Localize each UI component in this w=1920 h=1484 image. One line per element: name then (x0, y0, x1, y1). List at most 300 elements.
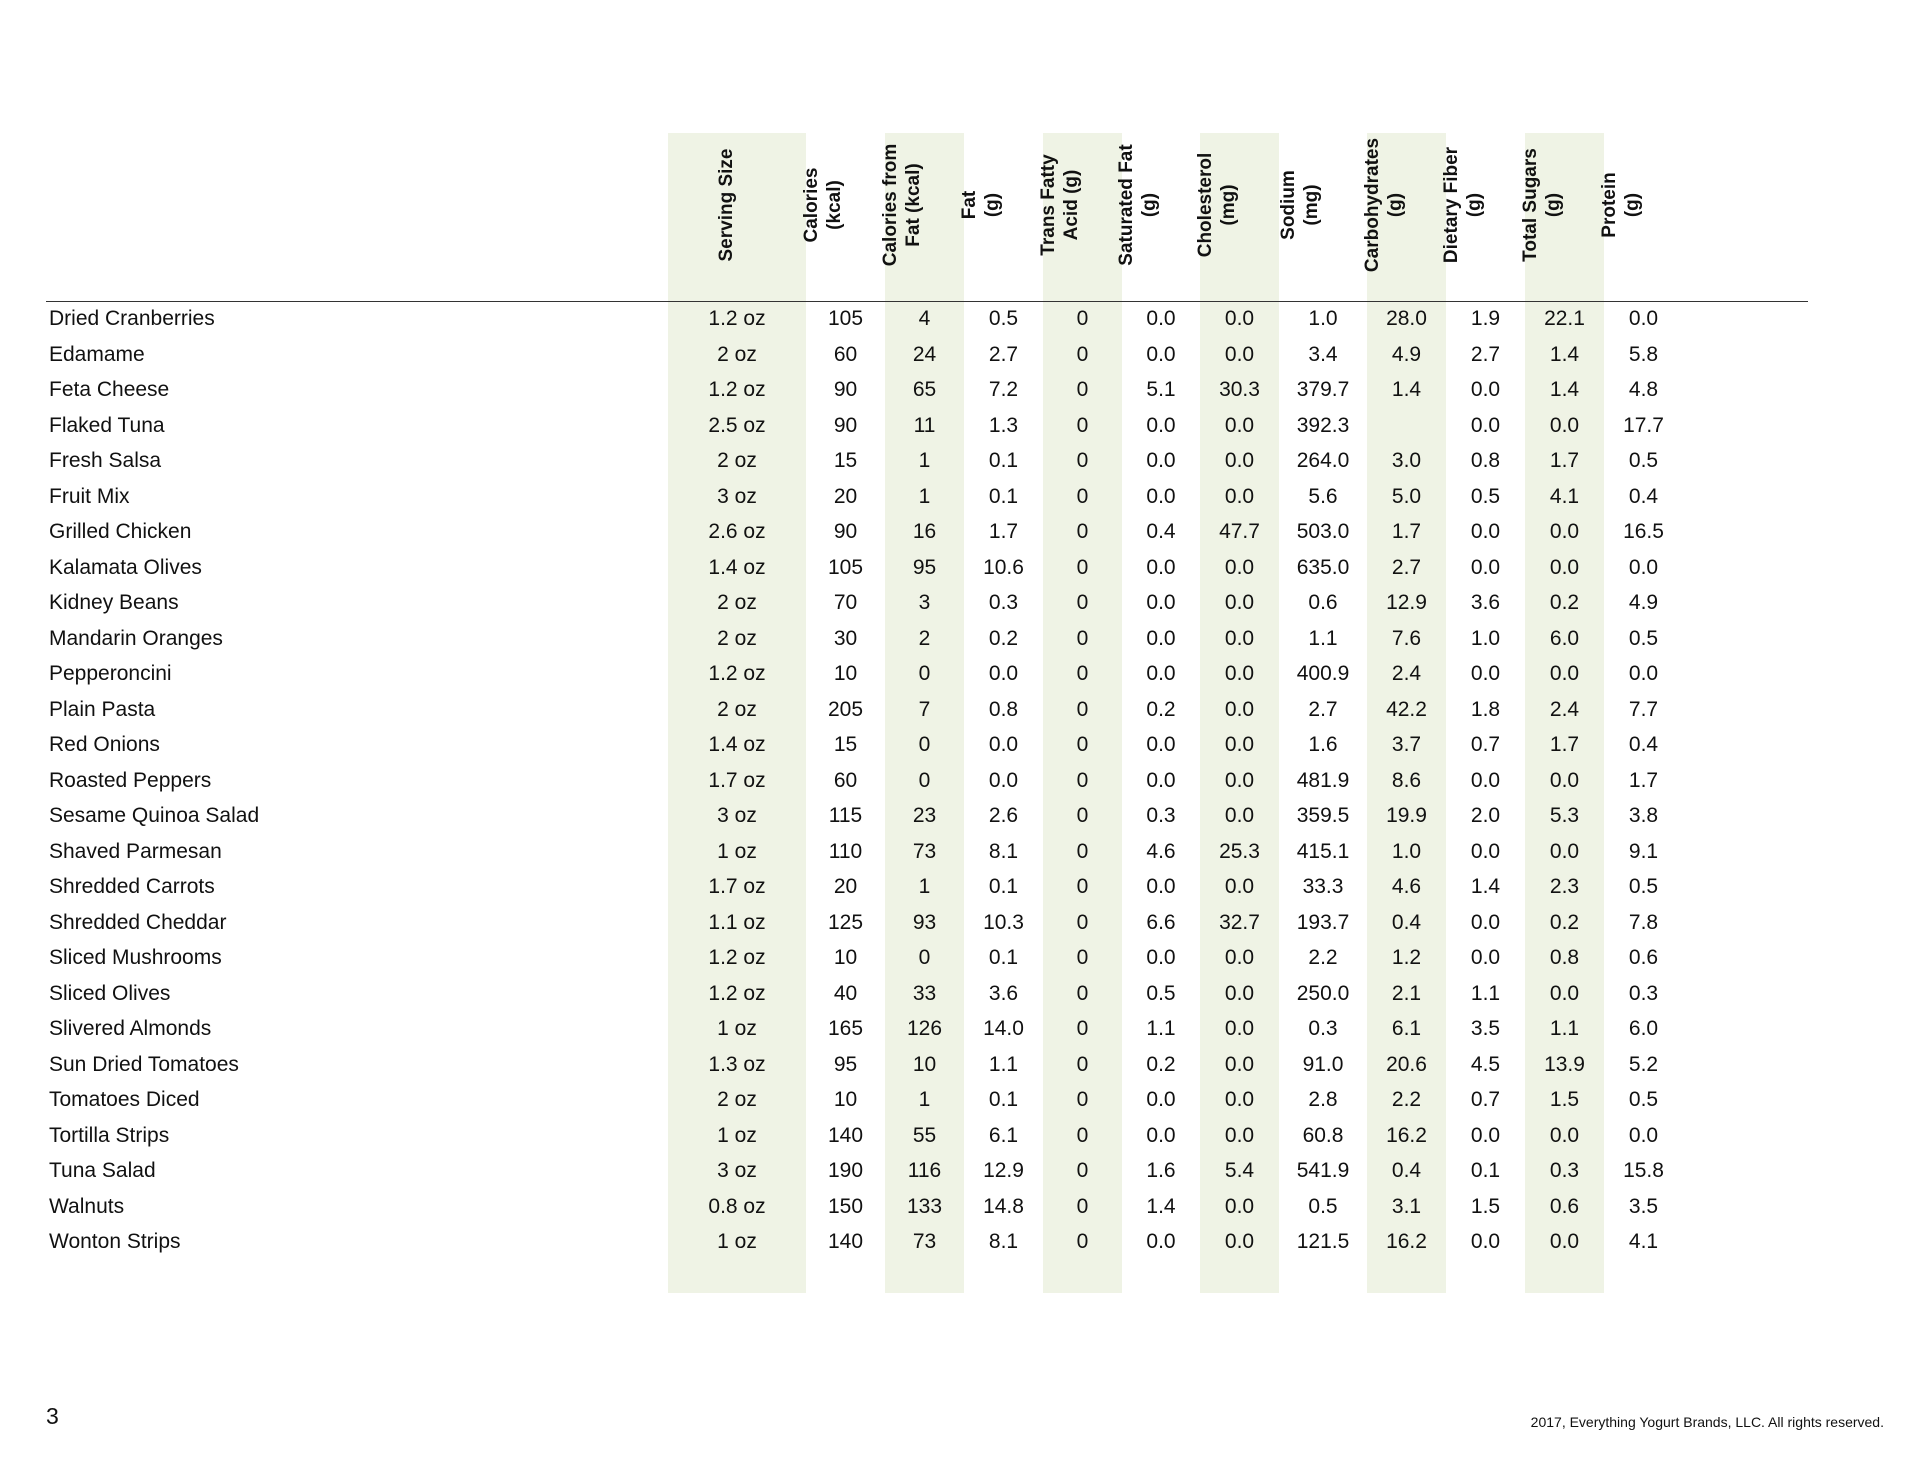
table-cell: 0.0 (1470, 946, 1501, 969)
column-header-label: Sodium (mg) (1278, 170, 1322, 240)
table-cell: 0.0 (1470, 768, 1501, 792)
table-cell: 1.4 (1549, 342, 1580, 366)
table-row (0, 514, 1920, 549)
table-cell: 1.4 (1549, 378, 1580, 401)
table-cell: 0.0 (1224, 1194, 1255, 1218)
table-cell: 4.6 (1391, 875, 1422, 898)
table-cell: 3.4 (1308, 342, 1338, 366)
table-cell: 0.0 (1224, 1017, 1255, 1040)
table-cell: 2 (918, 626, 931, 650)
table-cell: 5.2 (1628, 1052, 1659, 1076)
table-row (0, 656, 1920, 691)
column-header (958, 133, 1043, 301)
table-cell: 379.7 (1296, 378, 1350, 401)
table-cell: 3 oz (717, 1159, 757, 1182)
column-header-label: Dietary Fiber (g) (1440, 146, 1485, 264)
table-cell: 0 (918, 946, 931, 969)
table-cell: 12.9 (1386, 591, 1427, 614)
table-cell: 0.0 (1470, 910, 1501, 934)
table-cell: 0.0 (1224, 768, 1255, 792)
table-cell: 0.0 (1224, 981, 1255, 1005)
table-cell: 1.7 oz (708, 768, 766, 792)
column-header (1598, 133, 1683, 301)
table-cell: 0.0 (1549, 413, 1580, 437)
table-cell: 2.6 oz (708, 520, 766, 543)
table-cell: 1.3 (988, 413, 1019, 437)
item-name: Kalamata Olives (49, 555, 202, 579)
table-cell: 0.0 (1146, 1230, 1176, 1253)
table-cell: 193.7 (1296, 910, 1350, 934)
table-cell: 0.0 (1146, 662, 1176, 685)
column-header (1279, 133, 1367, 301)
table-cell: 0.1 (1470, 1159, 1501, 1182)
table-cell: 2.8 (1308, 1088, 1338, 1111)
table-cell: 415.1 (1296, 839, 1350, 863)
table-cell: 0.5 (1628, 626, 1659, 650)
column-header (879, 133, 964, 301)
table-cell: 33 (912, 981, 937, 1005)
table-cell: 0.3 (988, 591, 1019, 614)
table-cell: 1.2 (1391, 946, 1422, 969)
column-header-label: Total Sugars (g) (1519, 148, 1564, 262)
table-cell: 24 (912, 342, 937, 366)
table-cell: 0.0 (1224, 697, 1255, 721)
table-cell: 0 (1076, 626, 1089, 650)
table-cell: 5.0 (1391, 484, 1422, 508)
table-cell: 0.0 (1224, 946, 1255, 969)
table-cell: 0.4 (1146, 520, 1176, 543)
table-cell: 6.6 (1146, 910, 1176, 934)
table-cell: 2.3 (1549, 875, 1580, 898)
table-cell: 2.6 (988, 804, 1019, 827)
table-cell: 0 (1076, 981, 1089, 1005)
table-cell: 0.0 (1224, 591, 1255, 614)
table-cell: 1.7 (1391, 520, 1422, 543)
table-cell: 2.7 (1470, 342, 1501, 366)
table-cell: 110 (828, 839, 863, 863)
table-cell: 0 (1076, 875, 1089, 898)
table-cell: 1.2 oz (708, 378, 766, 401)
table-cell: 0 (1076, 697, 1089, 721)
table-row (0, 1047, 1920, 1082)
table-cell: 0.0 (1146, 946, 1176, 969)
item-name: Plain Pasta (49, 697, 156, 721)
table-cell: 0.3 (1308, 1017, 1338, 1040)
table-cell: 1.7 (1628, 768, 1659, 792)
item-name: Sun Dried Tomatoes (49, 1052, 239, 1076)
item-name: Wonton Strips (49, 1230, 181, 1253)
copyright-footer: 2017, Everything Yogurt Brands, LLC. All rights reserved. (1530, 1414, 1884, 1430)
table-cell: 0 (1076, 520, 1089, 543)
table-row (0, 940, 1920, 975)
item-name: Shredded Cheddar (49, 910, 227, 934)
table-cell: 2 oz (717, 449, 757, 472)
table-cell: 12.9 (983, 1159, 1024, 1182)
table-cell: 1.4 (1470, 875, 1501, 898)
table-cell: 3 (918, 591, 931, 614)
table-row (0, 443, 1920, 478)
table-cell: 2.4 (1391, 662, 1422, 685)
table-cell: 1.1 (1470, 981, 1501, 1005)
table-cell: 503.0 (1296, 520, 1350, 543)
table-cell: 2 oz (717, 626, 757, 650)
table-cell: 1.4 (1146, 1194, 1176, 1218)
table-cell: 6.1 (988, 1123, 1019, 1147)
table-cell: 0.2 (1549, 910, 1580, 934)
table-cell: 1.9 (1470, 307, 1501, 330)
table-cell: 0 (1076, 1230, 1089, 1253)
table-row (0, 337, 1920, 372)
table-cell: 1.1 (988, 1052, 1019, 1076)
table-cell: 0.0 (1549, 839, 1580, 863)
table-cell: 0.7 (1470, 1088, 1501, 1111)
table-cell: 0.5 (1308, 1194, 1338, 1218)
table-row (0, 1082, 1920, 1117)
column-header-label: Protein (g) (1598, 172, 1643, 238)
table-cell: 1.7 (1549, 449, 1580, 472)
table-cell: 5.8 (1628, 342, 1659, 366)
table-cell: 0.8 oz (708, 1194, 766, 1218)
table-cell: 0 (1076, 910, 1089, 934)
table-cell: 14.0 (983, 1017, 1024, 1040)
table-cell: 16.2 (1386, 1123, 1427, 1147)
item-name: Sliced Mushrooms (49, 946, 222, 969)
table-cell: 1.4 oz (708, 733, 766, 756)
table-cell: 0.5 (1628, 449, 1659, 472)
table-cell: 1.0 (1470, 626, 1501, 650)
table-cell: 0 (1076, 1017, 1089, 1040)
table-cell: 30.3 (1219, 378, 1260, 401)
table-cell: 0 (918, 662, 931, 685)
table-cell: 0.1 (988, 946, 1019, 969)
table-cell: 5.1 (1146, 378, 1176, 401)
table-cell: 140 (827, 1123, 864, 1147)
table-cell: 1.1 (1549, 1017, 1580, 1040)
table-cell: 0.0 (1224, 804, 1255, 827)
table-cell: 0.1 (988, 1088, 1019, 1111)
table-cell: 205 (827, 697, 864, 721)
table-cell: 73 (912, 839, 937, 863)
table-cell: 1.5 (1549, 1088, 1580, 1111)
table-cell: 0.6 (1549, 1194, 1580, 1218)
table-cell: 0.6 (1308, 591, 1338, 614)
table-cell: 0.0 (1549, 1230, 1580, 1253)
table-cell: 400.9 (1296, 662, 1350, 685)
item-name: Roasted Peppers (49, 768, 212, 792)
table-cell: 17.7 (1623, 413, 1664, 437)
table-cell: 16 (912, 520, 937, 543)
table-cell: 0.0 (1470, 413, 1501, 437)
table-cell: 2 oz (717, 1088, 757, 1111)
column-header-label: Saturated Fat (g) (1116, 144, 1160, 266)
item-name: Mandarin Oranges (49, 626, 223, 650)
table-cell: 2.2 (1308, 946, 1338, 969)
table-row (0, 727, 1920, 762)
table-row (0, 1011, 1920, 1046)
table-cell: 5.3 (1549, 804, 1580, 827)
column-header (1361, 133, 1446, 301)
table-cell: 0.2 (1549, 591, 1580, 614)
table-cell: 0.4 (1391, 1159, 1422, 1182)
table-cell: 1 (918, 484, 931, 508)
table-cell: 55 (912, 1123, 937, 1147)
page-number: 3 (46, 1403, 59, 1429)
table-cell: 4.8 (1628, 378, 1659, 401)
table-cell: 115 (828, 804, 863, 827)
table-cell: 0 (1076, 1123, 1089, 1147)
table-cell: 264.0 (1296, 449, 1350, 472)
table-cell: 0 (1076, 342, 1089, 366)
table-cell: 13.9 (1544, 1052, 1585, 1076)
table-cell: 16.5 (1623, 520, 1664, 543)
table-cell: 1 oz (717, 1123, 757, 1147)
table-cell: 2.4 (1549, 697, 1580, 721)
table-cell: 0.0 (988, 733, 1019, 756)
table-cell: 3.8 (1628, 804, 1659, 827)
table-cell: 3.5 (1628, 1194, 1659, 1218)
table-cell: 2 oz (717, 591, 757, 614)
table-row (0, 976, 1920, 1011)
table-cell: 1.0 (1308, 307, 1338, 330)
table-cell: 0.0 (1224, 1230, 1255, 1253)
table-cell: 7 (918, 697, 931, 721)
table-cell: 0.0 (1549, 1123, 1580, 1147)
table-cell: 93 (912, 910, 937, 934)
table-cell: 10.6 (983, 555, 1024, 579)
table-cell: 0 (1076, 733, 1089, 756)
table-cell: 5.4 (1224, 1159, 1255, 1182)
item-name: Pepperoncini (49, 662, 172, 685)
table-cell: 0.0 (1224, 413, 1255, 437)
table-cell: 1.2 oz (708, 662, 766, 685)
table-cell: 0.2 (1146, 697, 1176, 721)
table-row (0, 372, 1920, 407)
table-cell: 0.0 (988, 662, 1019, 685)
table-cell: 0.0 (1549, 981, 1580, 1005)
table-cell: 0.8 (1470, 449, 1501, 472)
table-cell: 28.0 (1386, 307, 1427, 330)
table-cell: 0 (1076, 768, 1089, 792)
item-name: Kidney Beans (49, 591, 179, 614)
item-name: Feta Cheese (49, 378, 170, 401)
table-cell: 1 oz (717, 839, 757, 863)
table-cell: 1.8 (1470, 697, 1501, 721)
table-cell: 22.1 (1544, 307, 1585, 330)
table-cell: 0.0 (1224, 626, 1255, 650)
table-cell: 95 (912, 555, 937, 579)
table-cell: 0.1 (988, 484, 1019, 508)
table-cell: 6.1 (1391, 1017, 1422, 1040)
table-cell: 0 (1076, 378, 1089, 401)
table-cell: 1 (918, 1088, 931, 1111)
column-header (1440, 133, 1525, 301)
table-cell: 3 oz (717, 484, 757, 508)
table-cell: 116 (907, 1159, 942, 1182)
table-cell: 4.1 (1628, 1230, 1659, 1253)
table-cell: 0.0 (1470, 1230, 1501, 1253)
column-header-label: Calories (kcal) (800, 167, 845, 243)
column-header (1037, 133, 1122, 301)
table-cell: 0 (1076, 839, 1089, 863)
table-cell: 359.5 (1296, 804, 1350, 827)
table-cell: 0.0 (1146, 591, 1176, 614)
table-row (0, 1118, 1920, 1153)
table-cell: 0.0 (1549, 555, 1580, 579)
table-row (0, 479, 1920, 514)
table-cell: 1.4 (1391, 378, 1422, 401)
table-cell: 1 oz (717, 1017, 757, 1040)
table-cell: 33.3 (1302, 875, 1344, 898)
table-row (0, 692, 1920, 727)
table-cell: 0 (918, 733, 931, 756)
table-cell: 0.8 (988, 697, 1019, 721)
table-cell: 60 (833, 768, 858, 792)
table-row (0, 1189, 1920, 1224)
table-cell: 10 (833, 1088, 858, 1111)
table-cell: 91.0 (1302, 1052, 1344, 1076)
table-row (0, 869, 1920, 904)
column-header-label: Fat (g) (958, 190, 1003, 220)
table-cell: 25.3 (1219, 839, 1260, 863)
table-cell: 3.5 (1470, 1017, 1501, 1040)
table-cell: 2.7 (1391, 555, 1422, 579)
item-name: Tomatoes Diced (49, 1088, 200, 1111)
item-name: Sesame Quinoa Salad (49, 804, 260, 827)
item-name: Fruit Mix (49, 484, 130, 508)
table-cell: 2.5 oz (708, 413, 766, 437)
table-cell: 9.1 (1628, 839, 1659, 863)
table-cell: 32.7 (1219, 910, 1260, 934)
table-cell: 0.0 (1224, 555, 1255, 579)
table-cell: 4 (918, 307, 931, 330)
table-cell: 1.5 (1470, 1194, 1501, 1218)
table-cell: 7.7 (1628, 697, 1659, 721)
table-row (0, 621, 1920, 656)
table-cell: 60.8 (1302, 1123, 1344, 1147)
table-cell: 0.0 (1628, 1123, 1659, 1147)
table-cell: 7.6 (1391, 626, 1422, 650)
table-cell: 0.0 (1224, 449, 1255, 472)
table-cell: 3.1 (1391, 1194, 1422, 1218)
column-header (1116, 133, 1200, 301)
table-cell: 0.0 (1470, 555, 1501, 579)
table-row (0, 301, 1920, 336)
table-cell: 635.0 (1296, 555, 1350, 579)
table-cell: 0.3 (1549, 1159, 1580, 1182)
table-cell: 0 (1076, 804, 1089, 827)
table-cell: 90 (833, 520, 858, 543)
table-cell: 0.0 (1470, 378, 1501, 401)
table-row (0, 834, 1920, 869)
table-cell: 0.0 (1146, 1123, 1176, 1147)
table-cell: 0.0 (1628, 662, 1659, 685)
table-cell: 150 (827, 1194, 864, 1218)
table-cell: 0.0 (988, 768, 1019, 792)
table-cell: 2.7 (988, 342, 1019, 366)
table-cell: 0.0 (1146, 413, 1176, 437)
table-cell: 0.0 (1146, 484, 1176, 508)
table-cell: 250.0 (1296, 981, 1350, 1005)
table-cell: 0.0 (1146, 768, 1176, 792)
table-cell: 15 (833, 449, 858, 472)
table-cell: 1.2 oz (708, 981, 766, 1005)
table-cell: 30 (833, 626, 858, 650)
table-cell: 0.0 (1224, 1123, 1255, 1147)
table-cell: 0.5 (1470, 484, 1501, 508)
table-cell: 0.0 (1470, 839, 1501, 863)
table-cell: 0.0 (1224, 484, 1255, 508)
table-cell: 0 (1076, 484, 1089, 508)
table-cell: 0.5 (1146, 981, 1176, 1005)
table-cell: 0.8 (1549, 946, 1580, 969)
table-cell: 0.0 (1146, 1088, 1176, 1111)
table-cell: 0 (1076, 555, 1089, 579)
table-cell: 0.1 (988, 449, 1019, 472)
table-cell: 121.5 (1296, 1230, 1350, 1253)
table-cell: 20 (833, 484, 858, 508)
table-cell: 0.0 (1146, 555, 1176, 579)
item-name: Flaked Tuna (49, 413, 165, 437)
table-row (0, 408, 1920, 443)
column-header-label: Calories from Fat (kcal) (879, 143, 924, 267)
table-cell: 0.0 (1628, 555, 1659, 579)
table-cell: 1.7 oz (708, 875, 766, 898)
table-cell: 0 (1076, 946, 1089, 969)
table-cell: 0 (1076, 449, 1089, 472)
table-cell: 10 (833, 946, 858, 969)
table-cell: 3.6 (1470, 591, 1501, 614)
table-cell: 0.0 (1549, 768, 1580, 792)
table-cell: 6.0 (1549, 626, 1580, 650)
table-cell: 0.0 (1146, 733, 1176, 756)
table-cell: 0.1 (988, 875, 1019, 898)
table-cell: 8.1 (988, 839, 1019, 863)
table-cell: 0 (1076, 591, 1089, 614)
table-cell: 2.0 (1470, 804, 1501, 827)
table-cell: 2 oz (717, 697, 757, 721)
table-cell: 42.2 (1386, 697, 1427, 721)
table-cell: 541.9 (1296, 1159, 1350, 1182)
table-cell: 0.0 (1549, 662, 1580, 685)
table-cell: 392.3 (1296, 413, 1350, 437)
table-cell: 2.7 (1308, 697, 1338, 721)
table-cell: 1.1 oz (708, 910, 766, 934)
column-header (1194, 133, 1279, 301)
table-cell: 7.2 (988, 378, 1019, 401)
table-cell: 1.4 oz (708, 555, 766, 579)
table-cell: 0.5 (988, 307, 1019, 330)
table-cell: 2 oz (717, 342, 757, 366)
table-cell: 7.8 (1628, 910, 1659, 934)
table-cell: 3.7 (1391, 733, 1422, 756)
table-cell: 4.1 (1549, 484, 1580, 508)
table-cell: 1.1 (1308, 626, 1338, 650)
table-cell: 1.6 (1308, 733, 1338, 756)
table-cell: 10 (833, 662, 858, 685)
table-cell: 15 (833, 733, 858, 756)
table-cell: 0.0 (1470, 1123, 1501, 1147)
table-cell: 0.0 (1224, 662, 1255, 685)
table-cell: 1 (918, 875, 931, 898)
table-row (0, 763, 1920, 798)
table-cell: 0.0 (1628, 307, 1659, 330)
table-cell: 105 (827, 555, 864, 579)
table-cell: 0.4 (1628, 484, 1659, 508)
item-name: Red Onions (49, 733, 160, 756)
table-cell: 90 (833, 378, 858, 401)
table-cell: 0.0 (1224, 733, 1255, 756)
table-cell: 3 oz (717, 804, 757, 827)
